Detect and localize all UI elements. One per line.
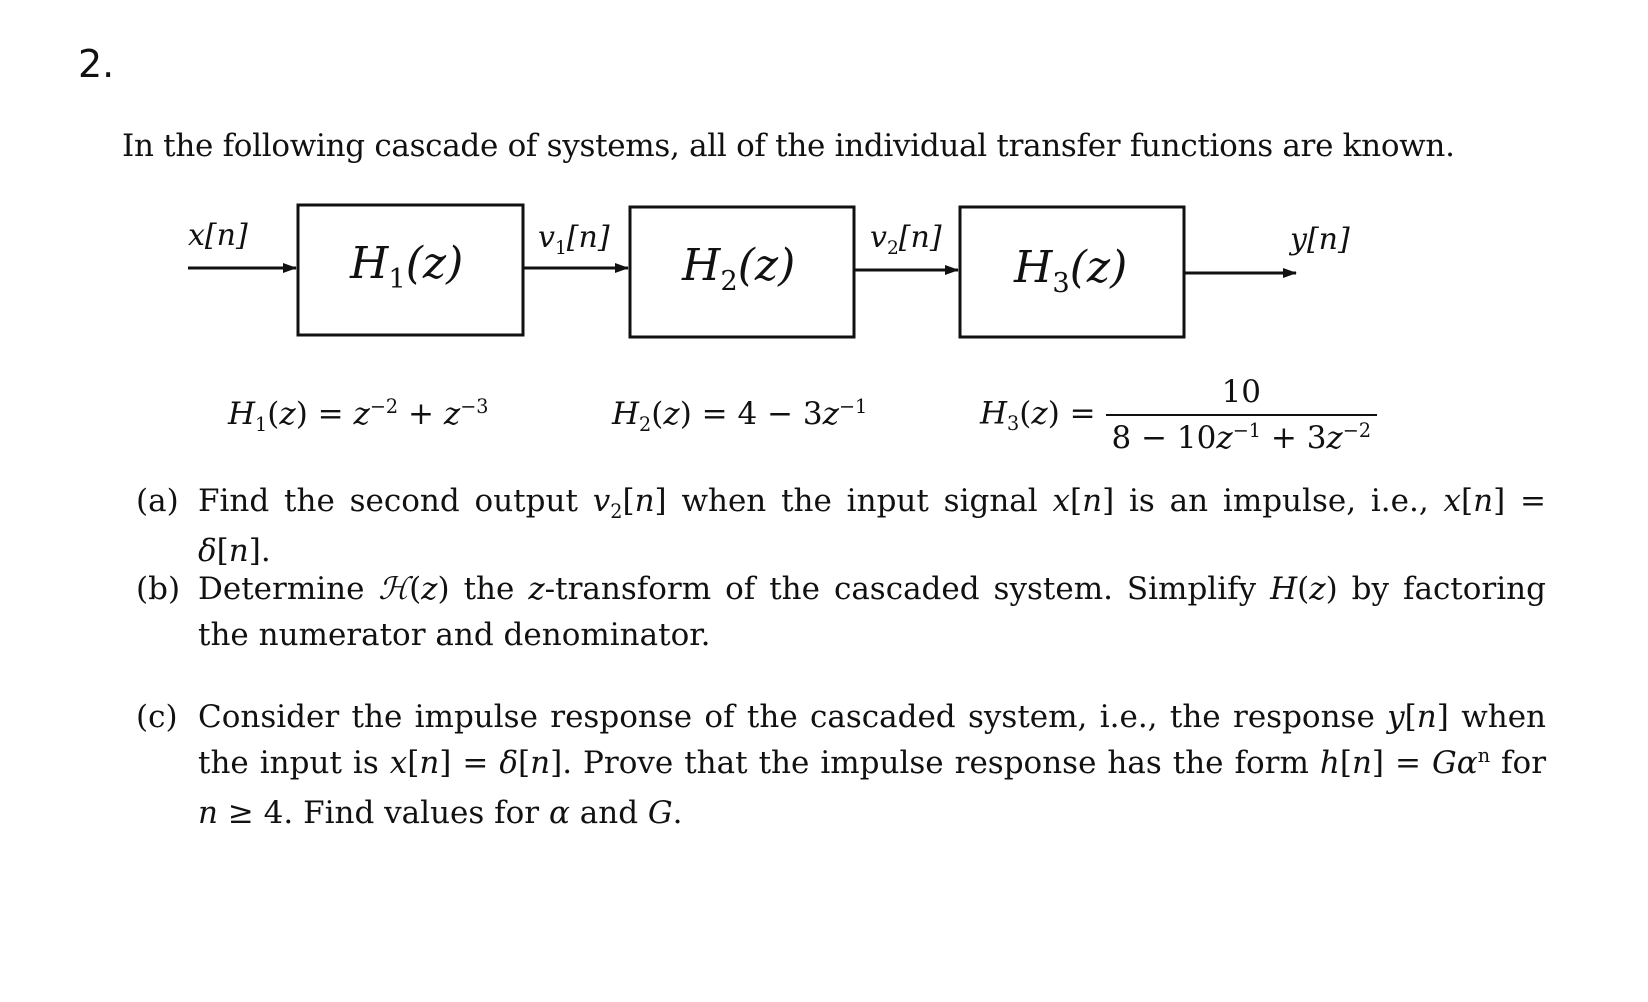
equation-h2: $H_2(z) = 4 - 3z^{-1}$: [612, 395, 868, 436]
part-c: (c) Consider the impulse response of the cascaded system, i.e., the response y[n] when the input is x[n] = δ[n]. Prove that the impulse response has the form $h[n] = G\alpha^n$ for n ≥ 4. Find values for α and G.: [136, 699, 1547, 831]
equation-h3: $H_3(z)$ = $\frac{10}{8 - 10z^{-1} + 3z^{-2}}$: [980, 374, 1377, 456]
block-h1-label: $H_1(z)$: [350, 238, 464, 295]
signal-v2-label: $v_2[n]$: [870, 220, 942, 259]
signal-y-label: y[n]: [1290, 222, 1350, 257]
equation-h1: $H_1(z) = z^{-2} + z^{-3}$: [228, 395, 489, 436]
part-a: (a) Find the second output $v_2[n]$ when the input signal x[n] is an impulse, i.e., x[n] = δ[n].: [136, 483, 1546, 569]
part-b: (b) Determine ℋ(z) the z-transform of the cascaded system. Simplify H(z) by factoring the numerator and denominator.: [136, 571, 1546, 653]
signal-x-label: x[n]: [188, 218, 248, 253]
signal-v1-label: $v_1[n]$: [538, 220, 610, 259]
problem-number: 2.: [78, 42, 115, 86]
block-h3-label: $H_3(z)$: [1014, 242, 1128, 299]
intro-text: In the following cascade of systems, all of the individual transfer functions are known.: [122, 128, 1455, 164]
block-diagram: [0, 0, 1648, 400]
block-h2-label: $H_2(z)$: [682, 240, 796, 297]
h3-fraction: $\frac{10}{8 - 10z^{-1} + 3z^{-2}}$: [1106, 374, 1378, 456]
